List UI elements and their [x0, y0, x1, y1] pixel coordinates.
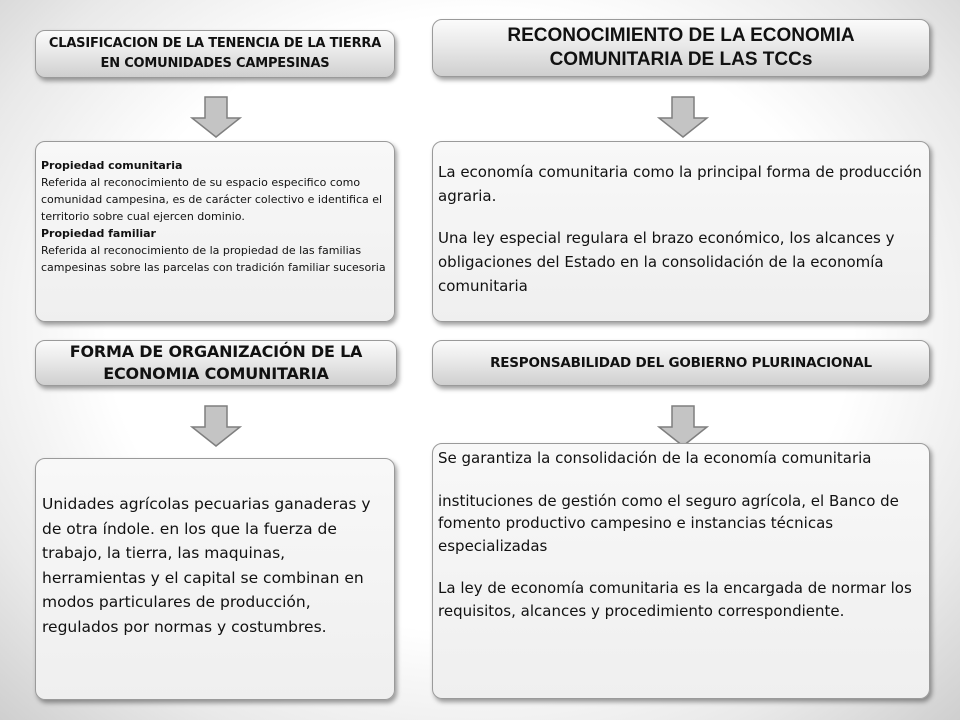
economia-comunitaria-para-1: La economía comunitaria como la principal forma de producción agraria. — [438, 163, 922, 205]
propiedad-comunitaria-title: Propiedad comunitaria — [41, 159, 183, 172]
propiedad-familiar-text: Referida al reconocimiento de la propiedad de las familias campesinas sobre las parcelas con tradición familiar sucesoria — [41, 244, 386, 274]
unidades-agricolas-text: Unidades agrícolas pecuarias ganaderas y de otra índole. en los que la fuerza de trabajo, la tierra, las maquinas, herramientas y el capital se combinan en modos particulares de producción, regulados por normas y costumbres. — [42, 495, 371, 636]
content-economia-comunitaria — [432, 141, 930, 322]
down-arrow-icon — [190, 405, 242, 447]
down-arrow-icon — [657, 96, 709, 138]
header-forma-organizacion-text: FORMA DE ORGANIZACIÓN DE LA ECONOMIA COMUNITARIA — [69, 342, 363, 383]
propiedad-familiar-title: Propiedad familiar — [41, 227, 156, 240]
down-arrow-icon — [657, 405, 709, 447]
header-responsabilidad-gobierno — [432, 340, 930, 386]
header-clasificacion-tenencia — [35, 30, 395, 78]
header-responsabilidad-text: RESPONSABILIDAD DEL GOBIERNO PLURINACIONAL — [490, 355, 872, 371]
responsabilidad-para-1: Se garantiza la consolidación de la economía comunitaria — [438, 449, 872, 467]
down-arrow-icon — [190, 96, 242, 138]
responsabilidad-para-3: La ley de economía comunitaria es la encargada de normar los requisitos, alcances y procedimiento correspondiente. — [438, 579, 912, 620]
economia-comunitaria-para-2: Una ley especial regulara el brazo económico, los alcances y obligaciones del Estado en la consolidación de la economía comunitaria — [438, 229, 895, 295]
header-reconocimiento-economia — [432, 19, 930, 77]
header-forma-organizacion — [35, 340, 397, 386]
content-unidades-agricolas — [35, 458, 395, 700]
content-responsabilidad — [432, 443, 930, 699]
content-propiedad — [35, 141, 395, 322]
responsabilidad-para-2: instituciones de gestión como el seguro agrícola, el Banco de fomento productivo campesino e instancias técnicas especializadas — [438, 491, 899, 555]
header-reconocimiento-text: RECONOCIMIENTO DE LA ECONOMIA COMUNITARIA DE LAS TCCs — [507, 25, 855, 70]
header-clasificacion-text: CLASIFICACION DE LA TENENCIA DE LA TIERRA EN COMUNIDADES CAMPESINAS — [48, 36, 382, 71]
propiedad-comunitaria-text: Referida al reconocimiento de su espacio especifico como comunidad campesina, es de carácter colectivo e identifica el territorio sobre cual ejercen dominio. — [41, 176, 383, 223]
